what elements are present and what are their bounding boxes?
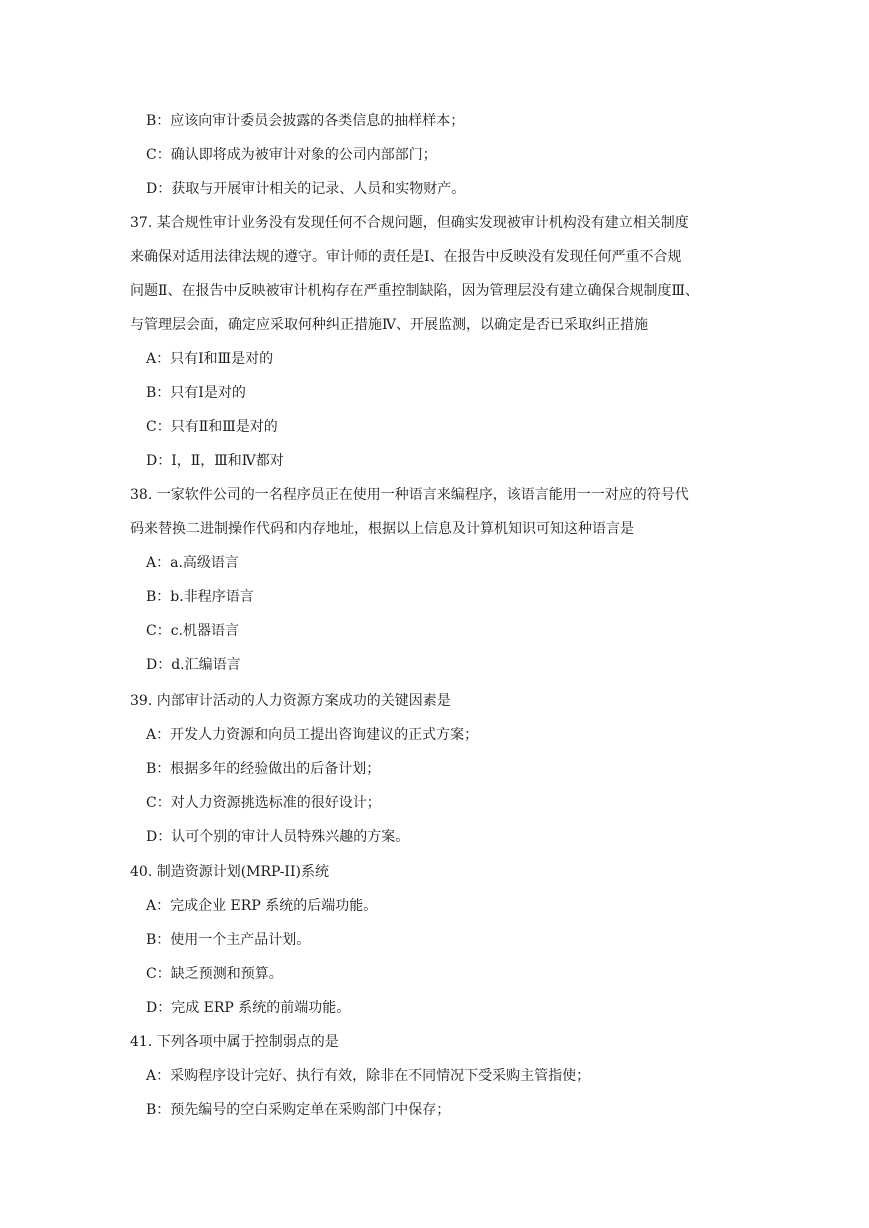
- question-text: 41. 下列各项中属于控制弱点的是: [130, 1034, 339, 1050]
- question-text: 码来替换二进制操作代码和内存地址，根据以上信息及计算机知识可知这种语言是: [130, 521, 634, 537]
- question-text: 38. 一家软件公司的一名程序员正在使用一种语言来编程序，该语言能用一一对应的符号代: [130, 487, 689, 503]
- option-d: D：获取与开展审计相关的记录、人员和实物财产。: [146, 181, 466, 197]
- question-40: [0, 855, 869, 1025]
- question-text: 来确保对适用法律法规的遵守。审计师的责任是Ⅰ、在报告中反映没有发现任何严重不合规: [130, 249, 682, 265]
- question-37: [0, 206, 869, 478]
- option-d: D：认可个别的审计人员特殊兴趣的方案。: [146, 829, 410, 845]
- option-a: A：采购程序设计完好、执行有效，除非在不同情况下受采购主管指使；: [146, 1068, 591, 1084]
- option-d: D：完成 ERP 系统的前端功能。: [146, 1000, 351, 1016]
- question-text: 问题Ⅱ、在报告中反映被审计机构存在严重控制缺陷，因为管理层没有建立确保合规制度Ⅲ、: [130, 283, 700, 299]
- question-39: [0, 684, 869, 854]
- option-b: B：预先编号的空白采购定单在采购部门中保存；: [146, 1102, 451, 1118]
- option-a: A：开发人力资源和向员工提出咨询建议的正式方案；: [146, 727, 479, 743]
- question-text: 37. 某合规性审计业务没有发现任何不合规问题，但确实发现被审计机构没有建立相关制度: [130, 215, 689, 231]
- option-a: A：完成企业 ERP 系统的后端功能。: [146, 898, 378, 914]
- option-b: B：b.非程序语言: [146, 589, 254, 605]
- question-text: 40. 制造资源计划(MRP-II)系统: [130, 864, 329, 880]
- question-38: [0, 478, 869, 682]
- option-c: C：只有Ⅱ和Ⅲ是对的: [146, 419, 278, 435]
- question-text: 与管理层会面，确定应采取何种纠正措施Ⅳ、开展监测，以确定是否已采取纠正措施: [130, 317, 648, 333]
- option-a: A：a.高级语言: [146, 555, 239, 571]
- option-b: B：使用一个主产品计划。: [146, 932, 311, 948]
- option-c: C：对人力资源挑选标准的很好设计；: [146, 795, 381, 811]
- option-b: B：只有Ⅰ是对的: [146, 385, 246, 401]
- option-b: B：应该向审计委员会披露的各类信息的抽样样本；: [146, 113, 465, 129]
- question-41: [0, 1025, 869, 1127]
- option-d: D：Ⅰ，Ⅱ，Ⅲ和Ⅳ都对: [146, 453, 284, 469]
- option-c: C：缺乏预测和预算。: [146, 966, 283, 982]
- option-c: C：确认即将成为被审计对象的公司内部部门；: [146, 147, 437, 163]
- option-a: A：只有Ⅰ和Ⅲ是对的: [146, 351, 274, 367]
- option-b: B：根据多年的经验做出的后备计划；: [146, 761, 381, 777]
- q36-options: [0, 104, 869, 206]
- option-c: C：c.机器语言: [146, 623, 240, 639]
- question-text: 39. 内部审计活动的人力资源方案成功的关键因素是: [130, 693, 451, 709]
- option-d: D：d.汇编语言: [146, 657, 241, 673]
